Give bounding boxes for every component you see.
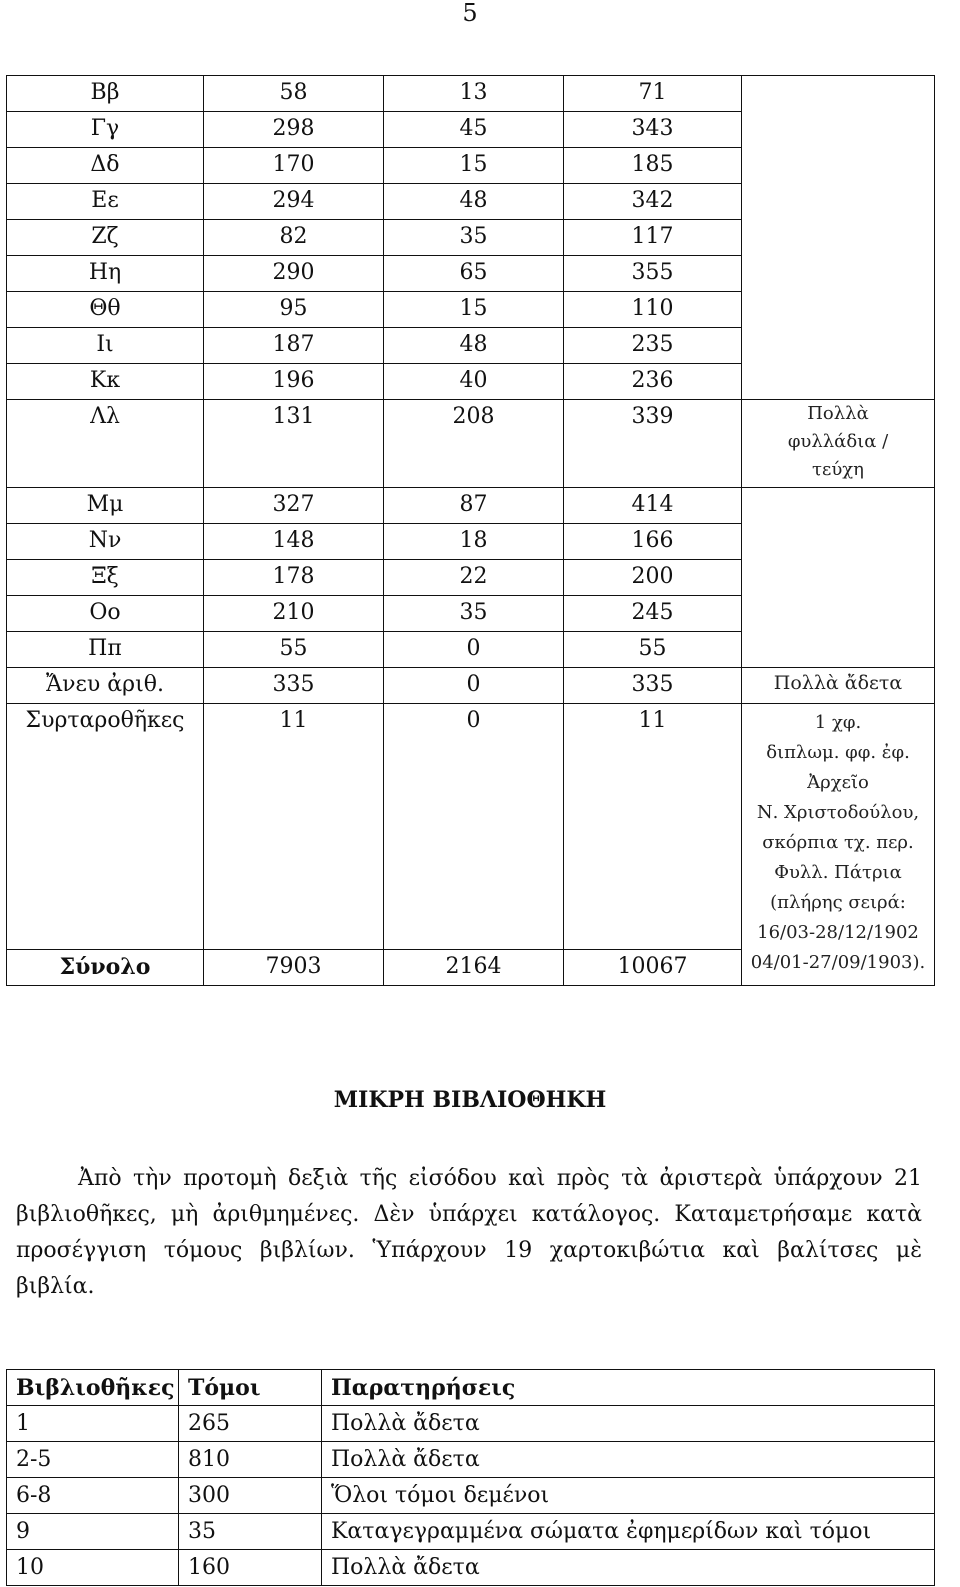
note-line: 1 χφ.	[814, 712, 862, 733]
value-cell: 10067	[564, 950, 742, 986]
table-row	[7, 1406, 935, 1442]
table-row	[7, 488, 935, 524]
row-label-cell: Ζζ	[7, 220, 204, 256]
remarks-cell: Ὅλοι τόμοι δεμένοι	[322, 1478, 935, 1514]
value-cell: 185	[564, 148, 742, 184]
table-header-row	[7, 1370, 935, 1406]
row-label-cell: Θθ	[7, 292, 204, 328]
shelf-cell: 2-5	[7, 1442, 179, 1478]
value-cell: 298	[204, 112, 384, 148]
table-row	[7, 76, 935, 112]
table-row	[7, 400, 935, 488]
table-row	[7, 1478, 935, 1514]
row-label-cell: Δδ	[7, 148, 204, 184]
column-header: Βιβλιοθῆκες	[7, 1370, 179, 1406]
note-cell	[742, 76, 935, 400]
value-cell: 18	[384, 524, 564, 560]
column-header: Παρατηρήσεις	[322, 1370, 935, 1406]
section-paragraph: Ἀπὸ τὴν προτομὴ δεξιὰ τῆς εἰσόδου καὶ πρὸς τὰ ἀριστερὰ ὑπάρχουν 21 βιβλιοθῆκες, μὴ ἀριθμημένες. Δὲν ὑπάρχει κατάλογος. Καταμετρήσαμε κατὰ προσέγγιση τόμους βιβλίων. Ὑπάρχουν 19 χαρτοκιβώτια καὶ βαλίτσες μὲ βιβλία.	[16, 1166, 922, 1299]
row-label-cell: Νν	[7, 524, 204, 560]
value-cell: 355	[564, 256, 742, 292]
note-line: φυλλάδια /	[787, 431, 889, 452]
note-line: Φυλλ. Πάτρια	[774, 862, 902, 883]
value-cell: 245	[564, 596, 742, 632]
value-cell: 95	[204, 292, 384, 328]
row-label-cell: Κκ	[7, 364, 204, 400]
value-cell: 200	[564, 560, 742, 596]
row-label-cell: Συρταροθῆκες	[7, 704, 204, 950]
row-label-cell: Μμ	[7, 488, 204, 524]
value-cell: 335	[564, 668, 742, 704]
table-row	[7, 668, 935, 704]
value-cell: 82	[204, 220, 384, 256]
row-label-cell: Ιι	[7, 328, 204, 364]
volumes-cell: 35	[179, 1514, 322, 1550]
value-cell: 210	[204, 596, 384, 632]
value-cell: 0	[384, 668, 564, 704]
value-cell: 58	[204, 76, 384, 112]
value-cell: 117	[564, 220, 742, 256]
volumes-cell: 810	[179, 1442, 322, 1478]
value-cell: 327	[204, 488, 384, 524]
note-cell: Πολλὰ ἄδετα	[742, 668, 935, 704]
row-label-cell: Σύνολο	[7, 950, 204, 986]
row-label-cell: Οο	[7, 596, 204, 632]
note-line: 04/01-27/09/1903).	[750, 952, 926, 973]
value-cell: 2164	[384, 950, 564, 986]
value-cell: 208	[384, 400, 564, 488]
note-line: διπλωμ. φφ. ἐφ.	[766, 742, 910, 763]
value-cell: 48	[384, 184, 564, 220]
value-cell: 35	[384, 220, 564, 256]
note-line: (πλήρης σειρά:	[770, 892, 906, 913]
volumes-cell: 265	[179, 1406, 322, 1442]
value-cell: 339	[564, 400, 742, 488]
row-label-cell: Γγ	[7, 112, 204, 148]
value-cell: 55	[564, 632, 742, 668]
small-library-table	[6, 1369, 935, 1586]
shelf-cell: 6-8	[7, 1478, 179, 1514]
note-line: τεύχη	[812, 459, 864, 480]
value-cell: 87	[384, 488, 564, 524]
column-header: Τόμοι	[179, 1370, 322, 1406]
value-cell: 13	[384, 76, 564, 112]
row-label-cell: Εε	[7, 184, 204, 220]
row-label-cell: Ηη	[7, 256, 204, 292]
remarks-cell: Πολλὰ ἄδετα	[322, 1550, 935, 1586]
value-cell: 235	[564, 328, 742, 364]
value-cell: 40	[384, 364, 564, 400]
shelf-cell: 10	[7, 1550, 179, 1586]
value-cell: 55	[204, 632, 384, 668]
note-cell	[742, 488, 935, 668]
row-label-cell: Ββ	[7, 76, 204, 112]
shelf-cell: 1	[7, 1406, 179, 1442]
value-cell: 15	[384, 292, 564, 328]
value-cell: 48	[384, 328, 564, 364]
note-line: Πολλὰ	[807, 403, 869, 424]
value-cell: 187	[204, 328, 384, 364]
value-cell: 11	[564, 704, 742, 950]
value-cell: 342	[564, 184, 742, 220]
page-number: 5	[462, 0, 478, 27]
note-cell	[742, 704, 935, 986]
value-cell: 71	[564, 76, 742, 112]
value-cell: 335	[204, 668, 384, 704]
remarks-cell: Καταγεγραμμένα σώματα ἐφημερίδων καὶ τόμοι	[322, 1514, 935, 1550]
row-label-cell: Ξξ	[7, 560, 204, 596]
volumes-cell: 300	[179, 1478, 322, 1514]
note-line: σκόρπια τχ. περ.	[762, 832, 914, 853]
remarks-cell: Πολλὰ ἄδετα	[322, 1406, 935, 1442]
value-cell: 45	[384, 112, 564, 148]
note-line: 16/03-28/12/1902	[757, 922, 919, 943]
value-cell: 196	[204, 364, 384, 400]
value-cell: 166	[564, 524, 742, 560]
row-label-cell: Λλ	[7, 400, 204, 488]
note-line: Ν. Χριστοδούλου,	[756, 802, 920, 823]
table-row	[7, 704, 935, 950]
row-label-cell: Ἄνευ ἀριθ.	[7, 668, 204, 704]
value-cell: 170	[204, 148, 384, 184]
table-row	[7, 1550, 935, 1586]
value-cell: 65	[384, 256, 564, 292]
value-cell: 15	[384, 148, 564, 184]
value-cell: 414	[564, 488, 742, 524]
collection-table	[6, 75, 935, 986]
value-cell: 131	[204, 400, 384, 488]
value-cell: 11	[204, 704, 384, 950]
value-cell: 290	[204, 256, 384, 292]
remarks-cell: Πολλὰ ἄδετα	[322, 1442, 935, 1478]
table-row	[7, 1442, 935, 1478]
row-label-cell: Ππ	[7, 632, 204, 668]
value-cell: 110	[564, 292, 742, 328]
note-line: Ἀρχεῖο	[807, 772, 869, 793]
note-cell	[742, 400, 935, 488]
value-cell: 7903	[204, 950, 384, 986]
value-cell: 22	[384, 560, 564, 596]
value-cell: 236	[564, 364, 742, 400]
value-cell: 148	[204, 524, 384, 560]
volumes-cell: 160	[179, 1550, 322, 1586]
value-cell: 0	[384, 632, 564, 668]
value-cell: 0	[384, 704, 564, 950]
value-cell: 343	[564, 112, 742, 148]
value-cell: 35	[384, 596, 564, 632]
table-row	[7, 1514, 935, 1550]
section-heading: ΜΙΚΡΗ ΒΙΒΛΙΟΘΗΚΗ	[333, 1087, 607, 1113]
value-cell: 178	[204, 560, 384, 596]
shelf-cell: 9	[7, 1514, 179, 1550]
value-cell: 294	[204, 184, 384, 220]
